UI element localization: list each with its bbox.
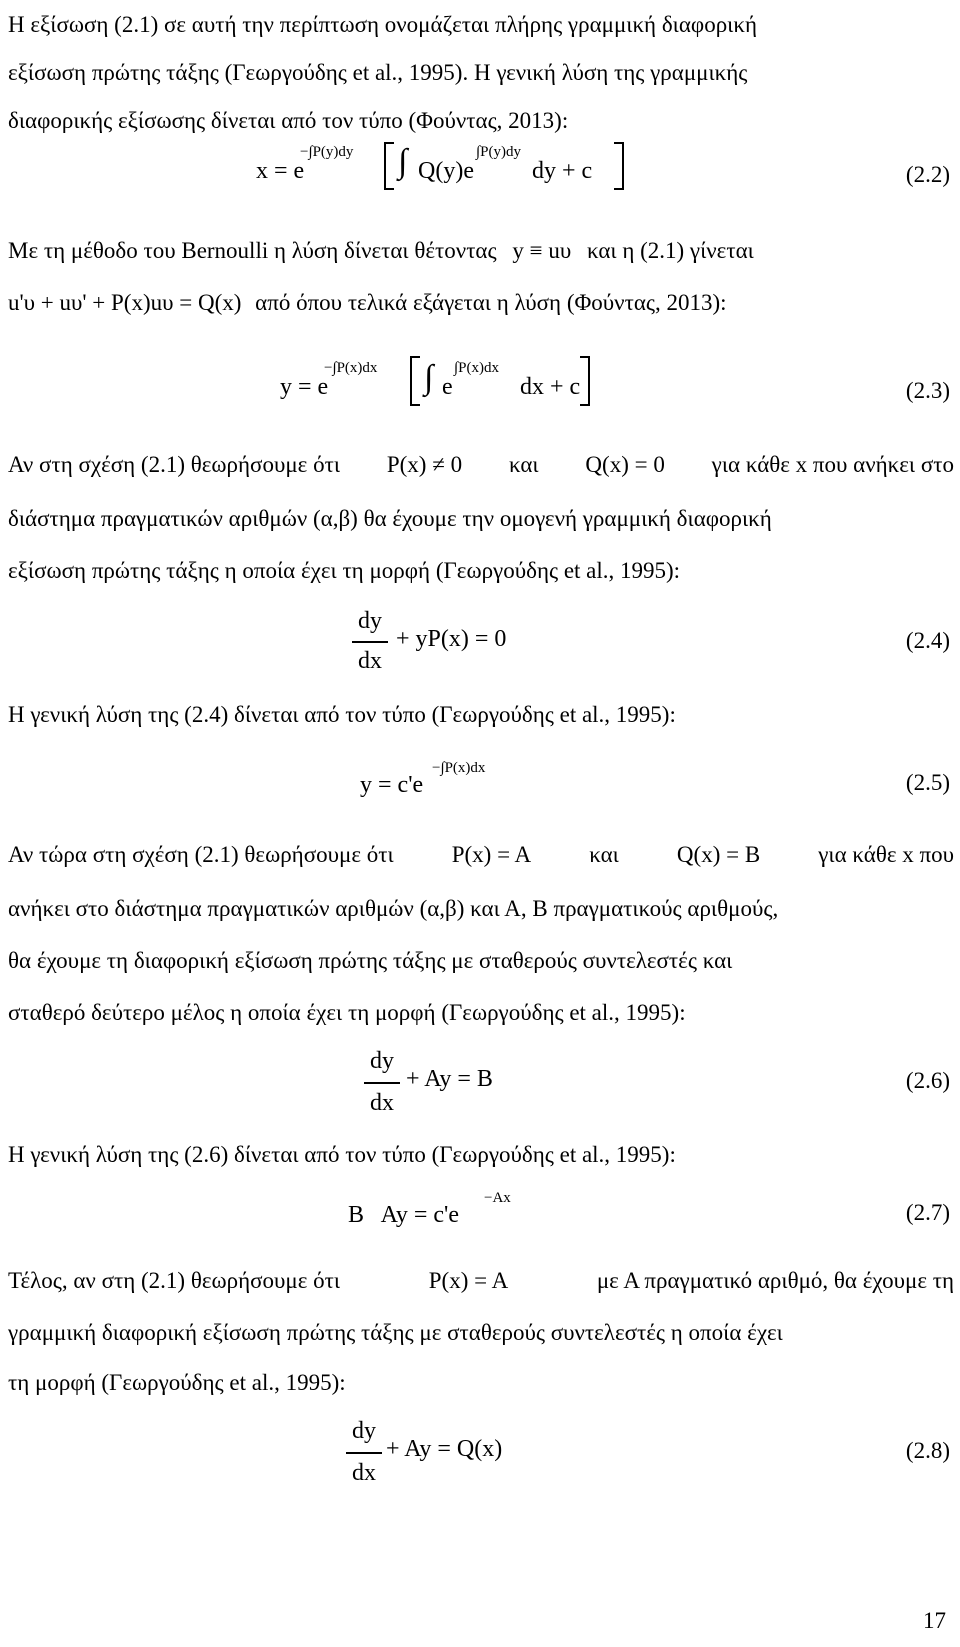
text-line xyxy=(8,840,954,870)
equation-number: (2.7) xyxy=(905,1200,950,1225)
fraction-numerator: dy xyxy=(352,1418,376,1444)
equation-number: (2.2) xyxy=(905,162,950,187)
eq-exponent: ∫P(y)dy xyxy=(476,144,521,160)
fraction-numerator: dy xyxy=(358,608,382,634)
fraction-numerator: dy xyxy=(370,1048,394,1074)
text: Η εξίσωση (2.1) σε αυτή την περίπτωση ονομάζεται πλήρης γραμμική διαφορική xyxy=(8,12,757,37)
text: διαφορικής εξίσωσης δίνεται από τον τύπο (Φούντας, 2013): xyxy=(8,108,569,133)
eq-tail: dx + c xyxy=(520,374,581,400)
fraction-bar xyxy=(352,641,388,643)
fraction-denominator: dx xyxy=(358,648,382,674)
eq-body: e xyxy=(442,374,453,400)
text-line xyxy=(8,288,954,318)
text: με Α πραγματικό αριθμό, θα έχουμε τη xyxy=(596,1268,954,1293)
left-bracket xyxy=(410,356,420,406)
integral-sign: ∫ xyxy=(424,359,434,396)
text-line xyxy=(8,1368,954,1398)
eq-exponent: −∫P(x)dx xyxy=(324,360,378,376)
equation-number: (2.3) xyxy=(905,378,950,403)
text-line xyxy=(8,58,954,88)
text-line xyxy=(8,1318,954,1348)
text-line xyxy=(8,106,954,136)
text: Με τη μέθοδο του Bernoulli η λύση δίνεται θέτοντας xyxy=(8,238,497,263)
text-line xyxy=(8,700,954,730)
text-line xyxy=(8,1140,954,1170)
inline-math: P(x) = A xyxy=(428,1268,509,1293)
right-bracket xyxy=(580,356,590,406)
text: Αν στη σχέση (2.1) θεωρήσουμε ότι xyxy=(8,452,341,477)
inline-math: y ≡ uυ xyxy=(512,238,572,263)
page-number: 17 xyxy=(923,1608,946,1633)
equation-number: (2.6) xyxy=(905,1068,950,1093)
text-line xyxy=(8,894,954,924)
text: Αν τώρα στη σχέση (2.1) θεωρήσουμε ότι xyxy=(8,842,394,867)
fraction-denominator: dx xyxy=(352,1460,376,1486)
text: ανήκει στο διάστημα πραγματικών αριθμών (α,β) και Α, Β πραγματικούς αριθμούς, xyxy=(8,896,779,921)
equation-number: (2.8) xyxy=(905,1438,950,1463)
inline-math: u'υ + uυ' + P(x)uυ = Q(x) xyxy=(8,290,242,315)
text: και xyxy=(508,452,539,477)
left-bracket xyxy=(384,142,394,190)
eq-exponent: ∫P(x)dx xyxy=(454,360,499,376)
eq-tail: dy + c xyxy=(532,158,593,184)
right-bracket xyxy=(614,142,624,190)
text-line xyxy=(8,236,954,266)
equation-number: (2.4) xyxy=(905,628,950,653)
text: για κάθε x που xyxy=(818,842,954,867)
text: Τέλος, αν στη (2.1) θεωρήσουμε ότι xyxy=(8,1268,341,1293)
eq-lhs: x = e xyxy=(256,158,305,184)
text-line xyxy=(8,946,954,976)
text: γραμμική διαφορική εξίσωση πρώτης τάξης με σταθερούς συντελεστές η οποία έχει xyxy=(8,1320,783,1345)
text-line xyxy=(8,10,954,40)
text: εξίσωση πρώτης τάξης (Γεωργούδης et al., 1995). Η γενική λύση της γραμμικής xyxy=(8,60,748,85)
text: σταθερό δεύτερο μέλος η οποία έχει τη μορφή (Γεωργούδης et al., 1995): xyxy=(8,1000,686,1025)
equation-number: (2.5) xyxy=(905,770,950,795)
text-line xyxy=(8,998,954,1028)
text: για κάθε x που ανήκει στο xyxy=(711,452,954,477)
eq-body: + yP(x) = 0 xyxy=(396,626,507,652)
text-line xyxy=(8,556,954,586)
text: και η (2.1) γίνεται xyxy=(586,238,754,263)
fraction-bar xyxy=(346,1452,382,1454)
text: εξίσωση πρώτης τάξης η οποία έχει τη μορφή (Γεωργούδης et al., 1995): xyxy=(8,558,681,583)
eq-exponent: −∫P(x)dx xyxy=(432,760,486,776)
eq-lhs: B Ay = c'e xyxy=(348,1202,459,1228)
eq-lhs: y = e xyxy=(280,374,329,400)
inline-math: Q(x) = 0 xyxy=(585,452,665,477)
inline-math: P(x) ≠ 0 xyxy=(386,452,463,477)
fraction-denominator: dx xyxy=(370,1090,394,1116)
eq-body: + Ay = B xyxy=(406,1066,493,1092)
text: Η γενική λύση της (2.6) δίνεται από τον τύπο (Γεωργούδης et al., 1995): xyxy=(8,1142,676,1167)
text: τη μορφή (Γεωργούδης et al., 1995): xyxy=(8,1370,346,1395)
eq-body: Q(y)e xyxy=(418,158,474,184)
text: θα έχουμε τη διαφορική εξίσωση πρώτης τάξης με σταθερούς συντελεστές και xyxy=(8,948,733,973)
eq-body: + Ay = Q(x) xyxy=(386,1436,503,1462)
text-line xyxy=(8,1266,954,1296)
text: από όπου τελικά εξάγεται η λύση (Φούντας, 2013): xyxy=(255,290,727,315)
integral-sign: ∫ xyxy=(398,143,408,180)
eq-lhs: y = c'e xyxy=(360,772,424,798)
text: Η γενική λύση της (2.4) δίνεται από τον τύπο (Γεωργούδης et al., 1995): xyxy=(8,702,676,727)
inline-math: Q(x) = B xyxy=(676,842,761,867)
text: και xyxy=(589,842,619,867)
fraction-bar xyxy=(364,1082,400,1084)
eq-exponent: −Ax xyxy=(484,1190,511,1206)
text-line xyxy=(8,450,954,480)
eq-exponent: −∫P(y)dy xyxy=(300,144,354,160)
inline-math: P(x) = A xyxy=(451,842,532,867)
text: διάστημα πραγματικών αριθμών (α,β) θα έχουμε την ομογενή γραμμική διαφορική xyxy=(8,506,772,531)
text-line xyxy=(8,504,954,534)
